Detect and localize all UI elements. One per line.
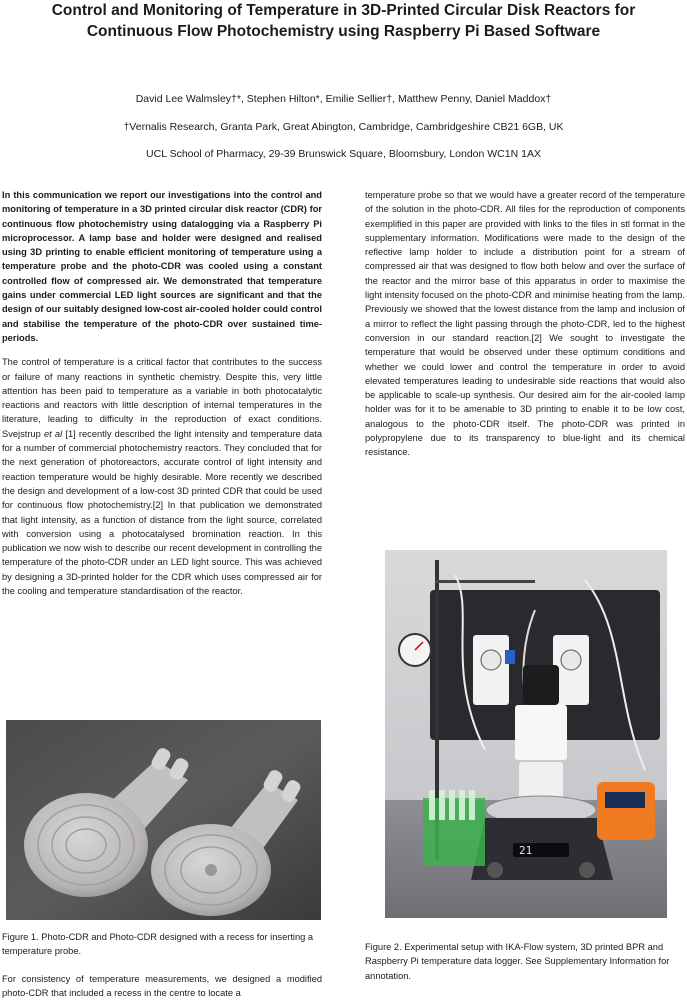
et-al: et al	[43, 428, 63, 439]
figure-1-photo	[6, 720, 321, 920]
display-digits: 21	[519, 844, 533, 857]
pump-dial-right	[561, 650, 581, 670]
author-list: David Lee Walmsley†*, Stephen Hilton*, Emilie Sellier†, Matthew Penny, Daniel Maddox†	[135, 93, 552, 105]
figure-2-photo	[385, 550, 667, 918]
abstract: In this communication we report our investigations into the control and monitoring of temperature in a 3D printed circular disk reactor (CDR) for continuous flow photochemistry using datalogging via a Raspberry Pi microprocessor. A lamp base and holder were designed and realised using 3D printing to enable efficient monitoring of temperature using a temperature probe and the photo-CDR was cooled using a constant controlled flow of compressed air. We demonstrated that temperature gains under commercial LED light sources are significant and that the design of our suitably designed low-cost air-cooled holder could control and stabilise the temperature of the photo-CDR over sustained time-periods.	[2, 190, 322, 343]
intro-text-a: The control of temperature is a critical factor that contributes to the success or failure of many reactions in synthetic chemistry. Despite this, very little attention has been paid to temperature as a variable in both photocatalytic reactions and reactors with little description of internal temperatures in the literature, leading to difficulty in the reproduction of exact conditions. Svejstrup	[2, 357, 322, 439]
affiliation-ucl: UCL School of Pharmacy, 29-39 Brunswick Square, Bloomsbury, London WC1N 1AX	[146, 148, 541, 160]
right-paragraph-1: temperature probe so that we would have a greater record of the temperature of the solution in the photo-CDR. All files for the reproduction of components exemplified in this paper are provided with links to the files in stl format in the supplementary information. Modifications were made to the design of the reflective lamp holder to include a distribution point for a stream of compressed air that was designed to flow both below and over the surface of the reactor and the mirror base of this apparatus in order to maximise the light intensity focused on the photo-CDR and minimise heating from the lamp. Previously we showed that the lowest distance from the lamp and inclusion of a mirror to reflect the light passing through the photo-CDR, led to the highest conversion in our standard reaction.[2] We sought to investigate the temperature that would be observed under these optimum conditions and whether we could lower and control the temperature in order to avoid elevated temperatures leading to undesirable side reactions that would also be applicable to scale-up synthesis. Our desired aim for the air-cooled lamp holder was for it to be amenable to 3D printing to enable it to be low cost, analogous to the photo-CDR itself. The photo-CDR was printed in polypropylene due to its transparency to blue-light and its chemical resistance.	[365, 190, 685, 458]
affiliation-vernalis: †Vernalis Research, Granta Park, Great Abington, Cambridge, Cambridgeshire CB21 6GB, UK	[123, 121, 564, 133]
led-lamp	[523, 665, 559, 705]
right-column	[365, 188, 685, 460]
title-line-1: Control and Monitoring of Temperature in 3D-Printed Circular Disk Reactors for	[51, 2, 636, 19]
experimental-setup-image	[385, 550, 667, 918]
figure-2-caption: Figure 2. Experimental setup with IKA-Flow system, 3D printed BPR and Raspberry Pi temperature data logger. See Supplementary Information for annotation.	[365, 942, 670, 981]
intro-paragraph-1	[2, 355, 322, 598]
title-line-2: Continuous Flow Photochemistry using Raspberry Pi Based Software	[86, 23, 601, 40]
pump-dial-left	[481, 650, 501, 670]
bpr-blue-part	[505, 650, 515, 664]
paper-title	[0, 0, 687, 42]
intro-paragraph-2: For consistency of temperature measurements, we designed a modified photo-CDR that included a recess in the centre to locate a	[2, 974, 322, 999]
raspberry-pi-logger	[597, 782, 655, 840]
intro-text-b: [1] recently described the light intensity and temperature data for a number of commercial photochemistry reactors. They concluded that for the next generation of photoreactors, accurate control of light intensity and reaction temperature would be highly desirable. More recently we described the design and development of a low-cost 3D printed CDR that could be used for continuous flow photochemistry.[2] In that publication we demonstrated that light intensity, as a function of distance from the light source, correlated with conversion using a photocatalysed bromination reaction. In this publication we now wish to describe our recent development in controlling the temperature of the photo-CDR under an LED light source. This was achieved by designing a 3D-printed holder for the CDR which uses compressed air for the cooling and temperature standardisation of the reactor.	[2, 428, 323, 597]
lamp-holder	[515, 705, 567, 760]
figure-1-caption: Figure 1. Photo-CDR and Photo-CDR designed with a recess for inserting a temperature probe.	[2, 932, 314, 957]
left-column	[2, 188, 322, 598]
photo-cdr-image	[6, 720, 321, 920]
